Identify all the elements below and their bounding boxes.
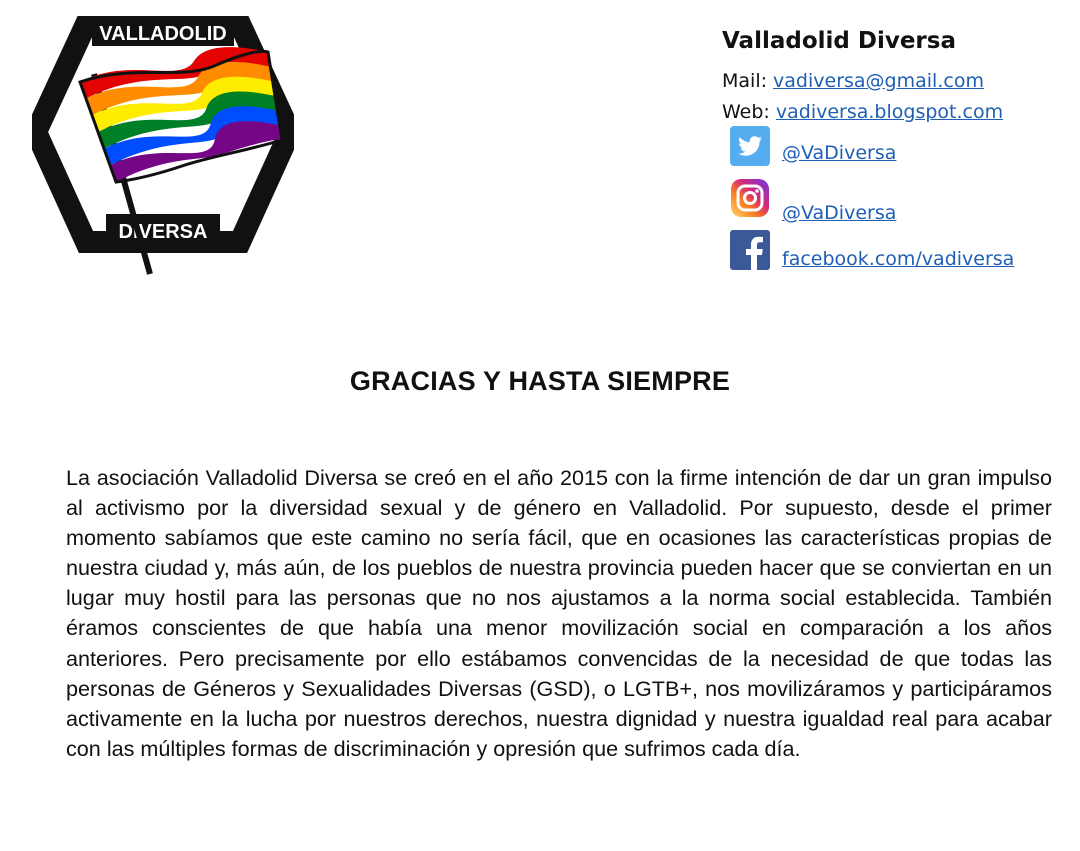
mail-label: Mail: [722,70,767,92]
logo-top-text: VALLADOLID [99,23,227,45]
twitter-icon[interactable] [730,126,770,166]
valladolid-diversa-logo [32,16,294,278]
logo-bottom-text: DIVERSA [118,221,208,243]
instagram-icon[interactable] [730,178,770,218]
mail-link[interactable]: vadiversa@gmail.com [773,70,984,92]
contact-block [722,26,1062,270]
document-title: GRACIAS Y HASTA SIEMPRE [349,366,731,396]
facebook-link[interactable]: facebook.com/vadiversa [782,248,1015,270]
web-line [722,97,1062,128]
web-link[interactable]: vadiversa.blogspot.com [775,101,1004,123]
web-label: Web: [722,101,770,123]
twitter-link[interactable]: @VaDiversa [782,142,897,164]
mail-line [722,66,1062,97]
org-name: Valladolid Diversa [722,28,956,54]
body-paragraph: La asociación Valladolid Diversa se creó en el año 2015 con la firme intención de dar un gran impulso al activismo por la diversidad sexual y de género en Valladolid. Por supuesto, desde el primer momento sabíamos que este camino no sería fácil, que en ocasiones las características propias de nuestra ciudad y, más aún, de los pueblos de nuestra provincia pueden hacer que se conviertan en un lugar muy hostil para las personas que no nos ajustamos a la norma social establecida. También éramos conscientes de que había una menor movilización social en comparación a los años anteriores. Pero precisamente por ello estábamos convencidas de la necesidad de que todas las personas de Géneros y Sexualidades Diversas (GSD), o LGTB+, nos movilizáramos y participáramos activamente en la lucha por nuestros derechos, nuestra dignidad y nuestra igualdad real para acabar con las múltiples formas de discriminación y opresión que sufrimos cada día. [66,465,1052,761]
facebook-icon[interactable] [730,230,770,270]
instagram-link[interactable]: @VaDiversa [782,202,897,224]
